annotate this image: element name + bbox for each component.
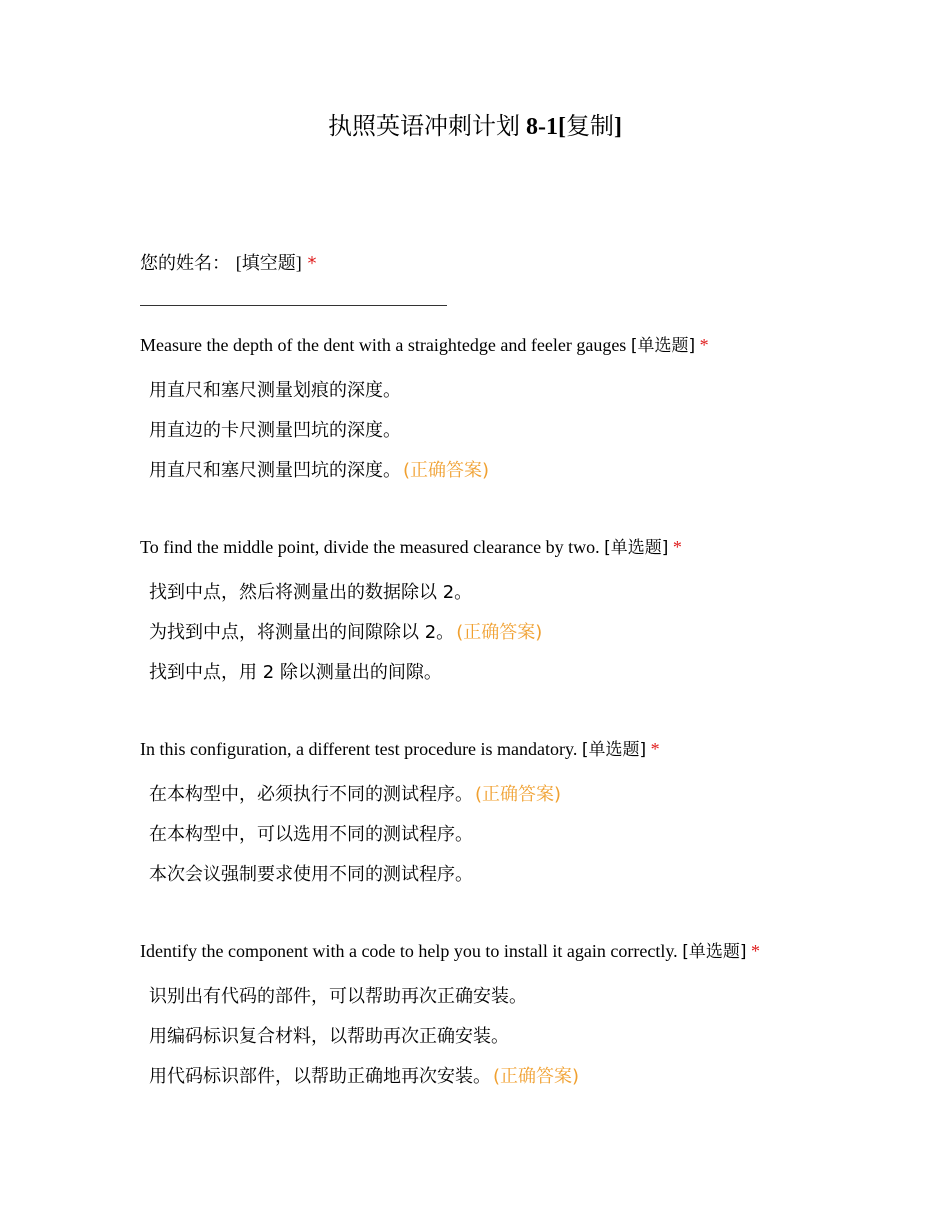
option[interactable] xyxy=(149,580,900,620)
option-label: 用编码标识复合材料，以帮助再次正确安装。 xyxy=(149,1026,509,1047)
name-question xyxy=(140,250,316,277)
option-label: 在本构型中，必须执行不同的测试程序。 xyxy=(149,784,473,805)
option[interactable] xyxy=(149,1024,900,1064)
option[interactable] xyxy=(149,862,900,902)
title-copy: 复制 xyxy=(565,114,614,140)
question-2 xyxy=(140,534,900,700)
question-title xyxy=(140,938,900,965)
correct-answer-badge: (正确答案) xyxy=(456,622,543,643)
required-mark: * xyxy=(650,739,660,759)
required-mark: * xyxy=(699,335,709,355)
question-3 xyxy=(140,736,900,902)
correct-answer-badge: (正确答案) xyxy=(403,460,490,481)
option[interactable] xyxy=(149,418,900,458)
title-text: 执照英语冲刺计划 xyxy=(328,114,526,140)
name-answer-blank[interactable] xyxy=(140,305,447,306)
question-1 xyxy=(140,332,900,498)
question-text: To find the middle point, divide the measured clearance by two. xyxy=(140,537,605,557)
required-mark: * xyxy=(672,537,682,557)
option[interactable] xyxy=(149,782,900,822)
question-title xyxy=(140,534,900,561)
option[interactable] xyxy=(149,822,900,862)
question-type: [单选题] xyxy=(581,740,647,760)
page-title xyxy=(0,110,950,144)
option[interactable] xyxy=(149,660,900,700)
option-label: 在本构型中，可以选用不同的测试程序。 xyxy=(149,824,473,845)
required-mark: * xyxy=(307,253,317,274)
option[interactable] xyxy=(149,458,900,498)
question-text: Identify the component with a code to help you to install it again correctly. xyxy=(140,941,683,961)
question-type: [单选题] xyxy=(630,336,696,356)
option[interactable] xyxy=(149,378,900,418)
question-type: [填空题] xyxy=(235,253,302,273)
question-title xyxy=(140,332,900,359)
title-bracket: ] xyxy=(613,114,622,140)
question-text: Measure the depth of the dent with a straightedge and feeler gauges xyxy=(140,335,631,355)
option-label: 找到中点，用 2 除以测量出的间隙。 xyxy=(149,662,442,683)
question-text: In this configuration, a different test procedure is mandatory. xyxy=(140,739,582,759)
option-label: 本次会议强制要求使用不同的测试程序。 xyxy=(149,864,473,885)
question-title xyxy=(140,736,900,763)
option-label: 识别出有代码的部件，可以帮助再次正确安装。 xyxy=(149,986,527,1007)
option-label: 用代码标识部件，以帮助正确地再次安装。 xyxy=(149,1066,491,1087)
correct-answer-badge: (正确答案) xyxy=(493,1066,580,1087)
option[interactable] xyxy=(149,620,900,660)
option[interactable] xyxy=(149,1064,900,1104)
required-mark: * xyxy=(750,941,760,961)
option-label: 用直尺和塞尺测量划痕的深度。 xyxy=(149,380,401,401)
correct-answer-badge: (正确答案) xyxy=(475,784,562,805)
question-type: [单选题] xyxy=(682,942,747,962)
title-number: 8-1[ xyxy=(526,114,566,140)
option[interactable] xyxy=(149,984,900,1024)
question-type: [单选题] xyxy=(604,538,669,558)
question-4 xyxy=(140,938,900,1104)
option-label: 用直尺和塞尺测量凹坑的深度。 xyxy=(149,460,401,481)
option-label: 找到中点，然后将测量出的数据除以 2。 xyxy=(149,582,473,603)
name-label: 您的姓名： xyxy=(140,253,230,274)
option-label: 为找到中点，将测量出的间隙除以 2。 xyxy=(149,622,455,643)
option-label: 用直边的卡尺测量凹坑的深度。 xyxy=(149,420,401,441)
